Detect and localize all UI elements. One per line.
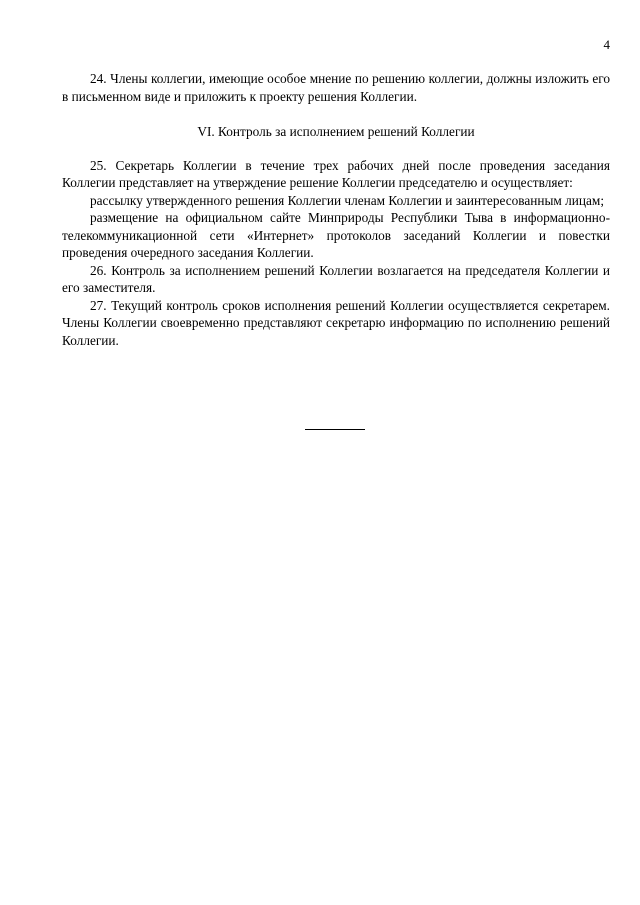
- paragraph-24: 24. Члены коллегии, имеющие особое мнение по решению коллегии, должны изложить его в письменном виде и приложить к проекту решения Коллегии.: [62, 71, 610, 104]
- document-body: [62, 70, 610, 349]
- paragraph-27: 27. Текущий контроль сроков исполнения решений Коллегии осуществляется секретарем. Члены Коллегии своевременно представляют секретарю информацию по исполнению решений Коллегии.: [62, 297, 610, 348]
- paragraph-25-item-publication: размещение на официальном сайте Минприроды Республики Тыва в информационно-телекоммуникационной сети «Интернет» протоколов заседаний Коллегии и повестки проведения очередного заседания Коллегии.: [62, 210, 610, 260]
- page-number: 4: [603, 37, 610, 52]
- paragraph-25: 25. Секретарь Коллегии в течение трех рабочих дней после проведения заседания Коллегии представляет на утверждение решение Коллегии председателю и осуществляет:: [62, 157, 610, 190]
- end-separator-line: [305, 429, 365, 430]
- section-heading: VI. Контроль за исполнением решений Коллегии: [197, 124, 475, 139]
- paragraph-25-item-mailing: рассылку утвержденного решения Коллегии членам Коллегии и заинтересованным лицам;: [90, 192, 605, 208]
- paragraph-26: 26. Контроль за исполнением решений Коллегии возлагается на председателя Коллегии и его заместителя.: [62, 262, 610, 295]
